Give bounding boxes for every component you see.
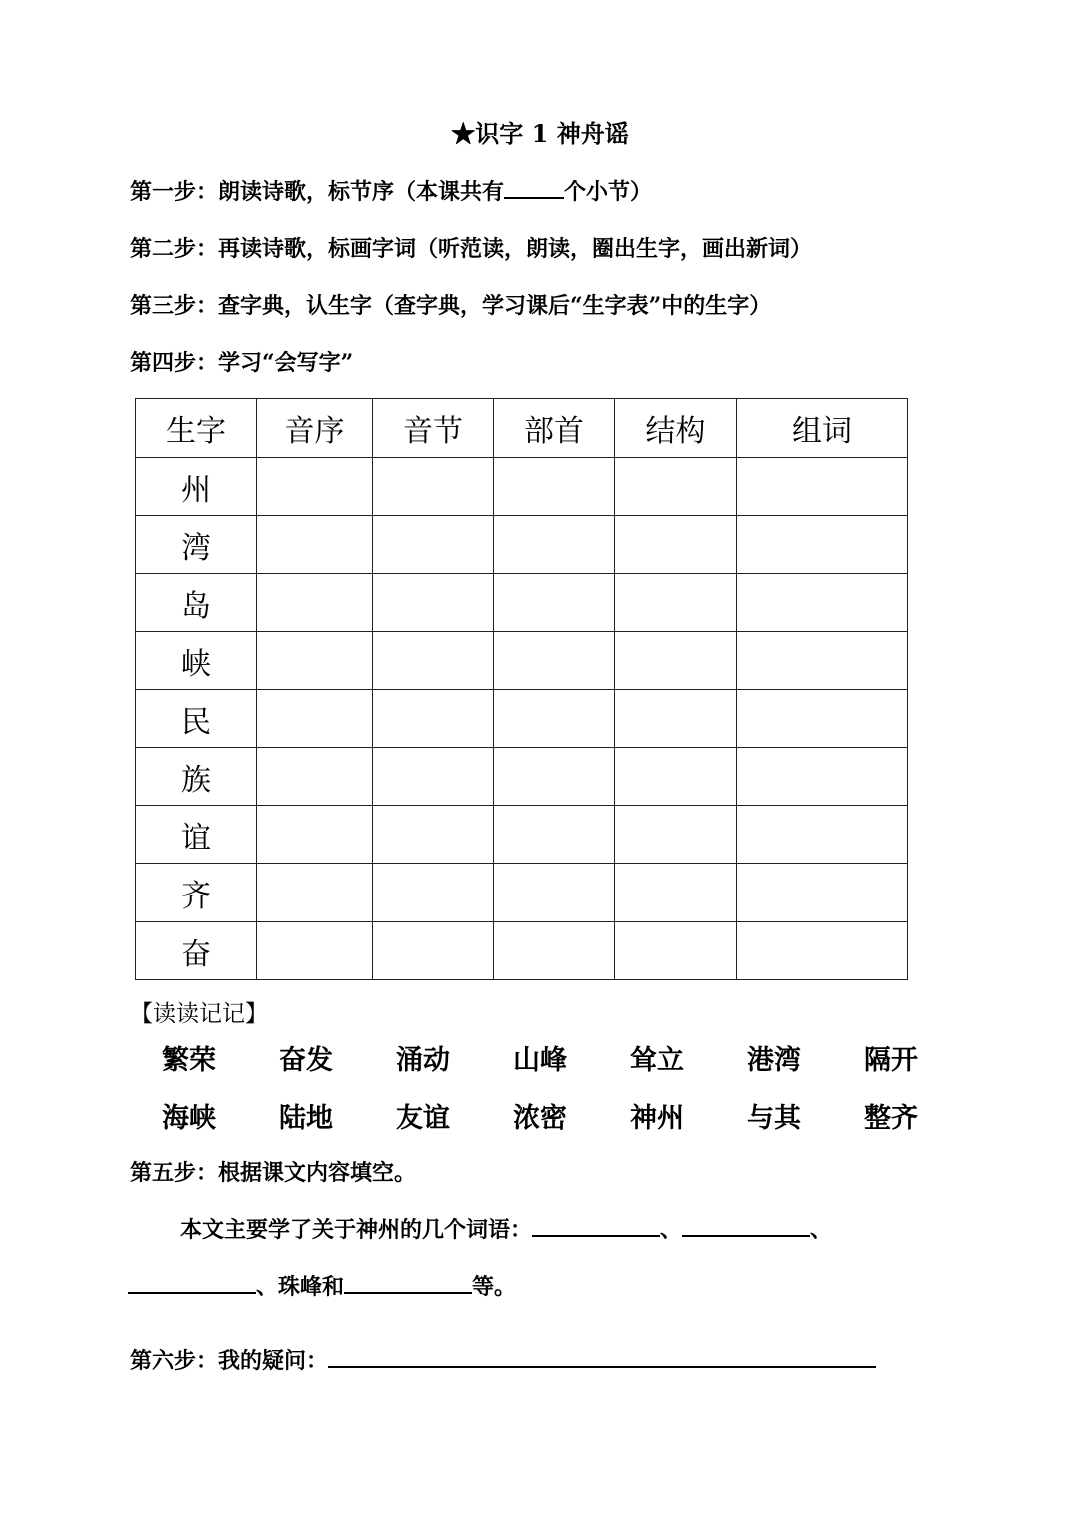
input-cell[interactable]: [494, 632, 615, 690]
input-cell[interactable]: [737, 458, 908, 516]
char-cell: 族: [136, 748, 257, 806]
input-cell[interactable]: [737, 864, 908, 922]
table-row: [136, 690, 908, 748]
input-cell[interactable]: [257, 922, 373, 980]
input-cell[interactable]: [737, 922, 908, 980]
input-cell[interactable]: [737, 632, 908, 690]
vocab-word: 海峡: [162, 1103, 216, 1134]
input-cell[interactable]: [373, 632, 494, 690]
vocab-row-1: [162, 1038, 981, 1077]
vocab-word: 繁荣: [162, 1045, 216, 1076]
table-row: [136, 806, 908, 864]
step5: 第五步：根据课文内容填空。: [130, 1160, 417, 1186]
fill-sep-1: 、: [660, 1217, 683, 1243]
input-cell[interactable]: [615, 748, 737, 806]
question-blank[interactable]: [328, 1344, 876, 1368]
input-cell[interactable]: [373, 748, 494, 806]
step1: [130, 175, 652, 206]
table-row: [136, 458, 908, 516]
vocab-word: 涌动: [396, 1045, 450, 1076]
vocab-word: 奋发: [279, 1045, 333, 1076]
input-cell[interactable]: [257, 574, 373, 632]
fill-text-1: 本文主要学了关于神州的几个词语：: [180, 1217, 533, 1243]
header-bushou: 部首: [494, 399, 615, 458]
fill-blank-3[interactable]: [128, 1270, 256, 1294]
input-cell[interactable]: [373, 458, 494, 516]
fill-blank-2[interactable]: [682, 1213, 810, 1237]
step6: [130, 1344, 876, 1375]
input-cell[interactable]: [373, 516, 494, 574]
table-row: [136, 516, 908, 574]
vocab-word: 港湾: [747, 1045, 801, 1076]
char-cell: 州: [136, 458, 257, 516]
step1-suffix: 个小节）: [564, 179, 653, 205]
input-cell[interactable]: [373, 574, 494, 632]
char-cell: 峡: [136, 632, 257, 690]
header-shengzi: 生字: [136, 399, 257, 458]
step3: 第三步：查字典，认生字（查字典，学习课后“生字表”中的生字）: [130, 293, 772, 319]
header-yinjie: 音节: [373, 399, 494, 458]
vocab-word: 友谊: [396, 1103, 450, 1134]
input-cell[interactable]: [373, 806, 494, 864]
fill-line-2: [128, 1270, 516, 1301]
vocab-word: 隔开: [864, 1045, 918, 1076]
vocab-word: 神州: [630, 1103, 684, 1134]
input-cell[interactable]: [257, 516, 373, 574]
header-zuci: 组词: [737, 399, 908, 458]
char-cell: 民: [136, 690, 257, 748]
table-row: [136, 922, 908, 980]
vocab-word: 浓密: [513, 1103, 567, 1134]
input-cell[interactable]: [257, 806, 373, 864]
input-cell[interactable]: [615, 516, 737, 574]
fill-end: 等。: [472, 1274, 517, 1300]
table-header-row: [136, 399, 908, 458]
input-cell[interactable]: [615, 806, 737, 864]
input-cell[interactable]: [494, 690, 615, 748]
vocab-word: 山峰: [513, 1045, 567, 1076]
character-table: [135, 398, 908, 980]
vocab-word: 整齐: [864, 1103, 918, 1134]
input-cell[interactable]: [257, 748, 373, 806]
page-title: ★识字 1 神舟谣: [451, 119, 629, 148]
step4: 第四步：学习“会写字”: [130, 350, 354, 376]
input-cell[interactable]: [494, 574, 615, 632]
input-cell[interactable]: [373, 922, 494, 980]
fill-line-1: [180, 1213, 832, 1244]
input-cell[interactable]: [615, 864, 737, 922]
input-cell[interactable]: [615, 458, 737, 516]
vocab-word: 耸立: [630, 1045, 684, 1076]
input-cell[interactable]: [257, 864, 373, 922]
input-cell[interactable]: [373, 690, 494, 748]
char-cell: 湾: [136, 516, 257, 574]
input-cell[interactable]: [737, 806, 908, 864]
input-cell[interactable]: [494, 864, 615, 922]
table-row: [136, 574, 908, 632]
input-cell[interactable]: [257, 458, 373, 516]
vocab-word: 与其: [747, 1103, 801, 1134]
input-cell[interactable]: [615, 690, 737, 748]
input-cell[interactable]: [494, 458, 615, 516]
reading-label: 【读读记记】: [130, 1001, 268, 1027]
table-row: [136, 748, 908, 806]
char-cell: 谊: [136, 806, 257, 864]
header-jiegou: 结构: [615, 399, 737, 458]
step6-label: 第六步：我的疑问：: [130, 1348, 329, 1374]
input-cell[interactable]: [494, 806, 615, 864]
step2: 第二步：再读诗歌，标画字词（听范读，朗读，圈出生字，画出新词）: [130, 236, 813, 262]
input-cell[interactable]: [257, 690, 373, 748]
input-cell[interactable]: [615, 574, 737, 632]
fill-blank-4[interactable]: [344, 1270, 472, 1294]
step1-prefix: 第一步：朗读诗歌，标节序（本课共有: [130, 179, 505, 205]
fill-sep-3: 、珠峰和: [256, 1274, 345, 1300]
input-cell[interactable]: [257, 632, 373, 690]
char-cell: 奋: [136, 922, 257, 980]
input-cell[interactable]: [737, 690, 908, 748]
input-cell[interactable]: [494, 748, 615, 806]
input-cell[interactable]: [737, 516, 908, 574]
input-cell[interactable]: [494, 516, 615, 574]
input-cell[interactable]: [737, 748, 908, 806]
input-cell[interactable]: [373, 864, 494, 922]
char-cell: 齐: [136, 864, 257, 922]
step1-blank[interactable]: [504, 175, 564, 199]
char-cell: 岛: [136, 574, 257, 632]
table-row: [136, 632, 908, 690]
table-row: [136, 864, 908, 922]
input-cell[interactable]: [737, 574, 908, 632]
input-cell[interactable]: [494, 922, 615, 980]
input-cell[interactable]: [615, 922, 737, 980]
fill-blank-1[interactable]: [532, 1213, 660, 1237]
input-cell[interactable]: [615, 632, 737, 690]
fill-sep-2: 、: [810, 1217, 833, 1243]
header-yinxu: 音序: [257, 399, 373, 458]
vocab-word: 陆地: [279, 1103, 333, 1134]
vocab-row-2: [162, 1096, 981, 1135]
